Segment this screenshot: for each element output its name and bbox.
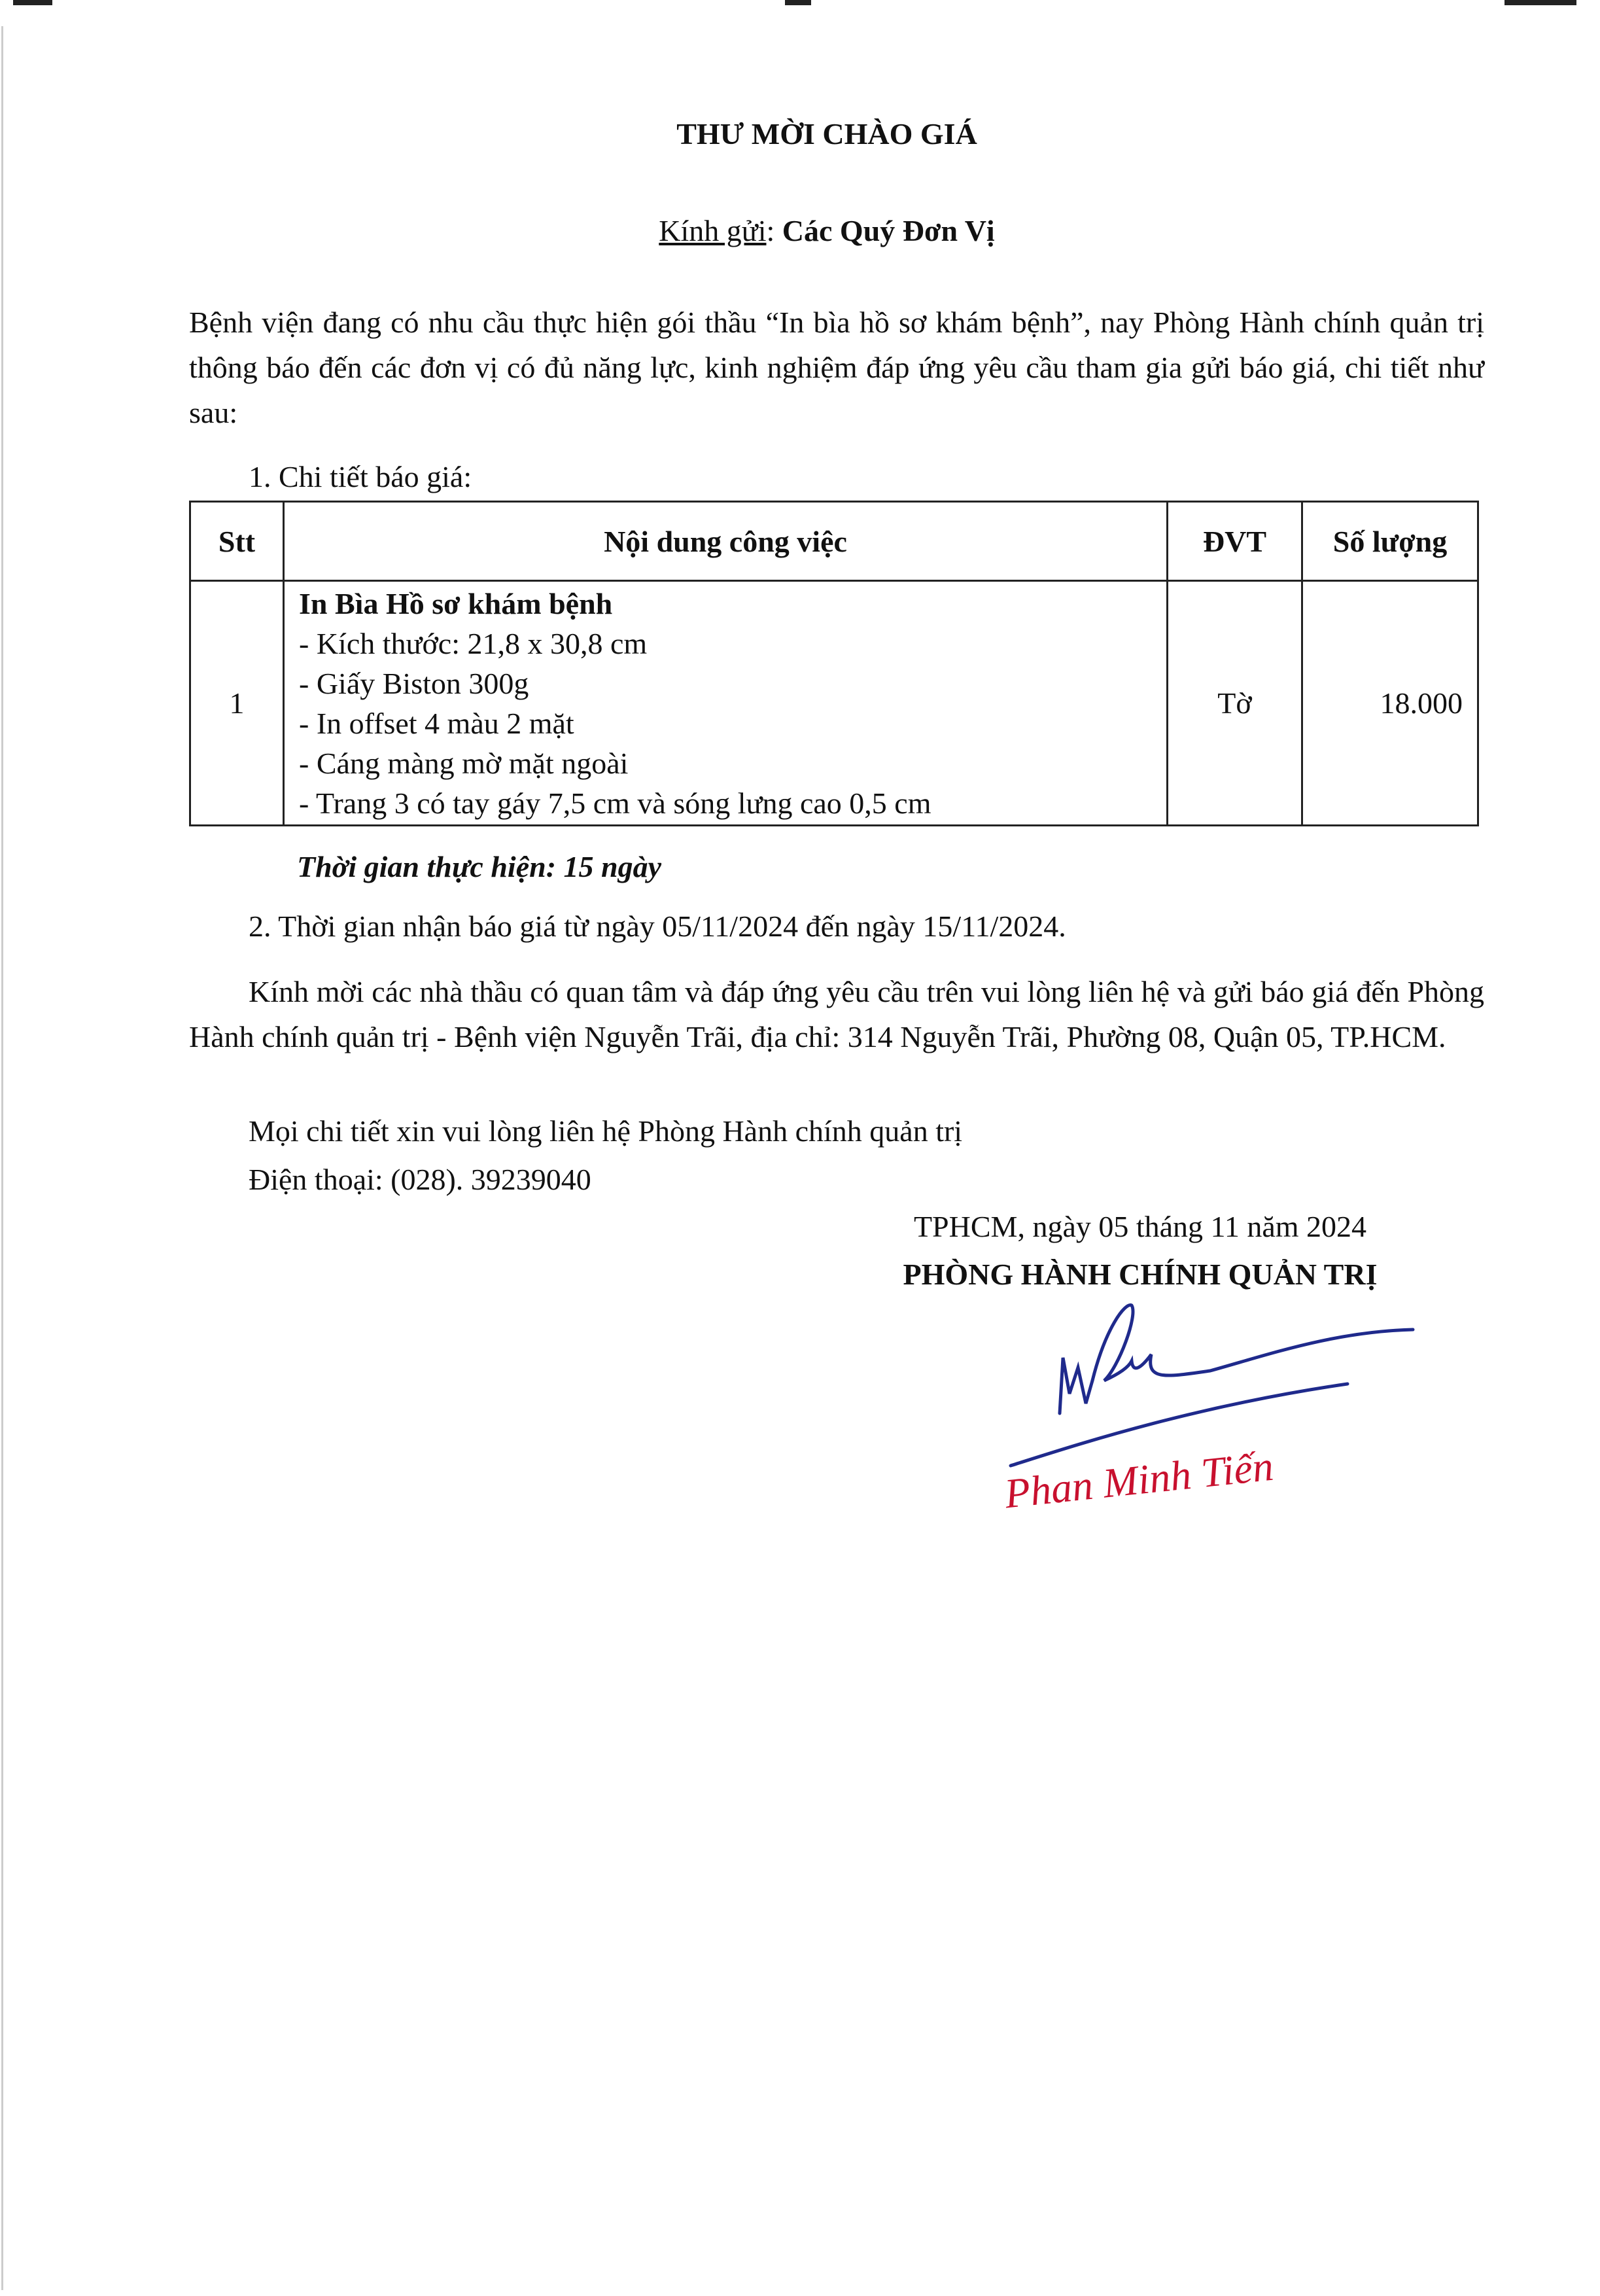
row-stt: 1 xyxy=(190,581,284,826)
header-stt: Stt xyxy=(190,502,284,581)
signature-department: PHÒNG HÀNH CHÍNH QUẢN TRỊ xyxy=(903,1258,1378,1291)
spec-line: - Trang 3 có tay gáy 7,5 cm và sóng lưng cao 0,5 cm xyxy=(299,786,931,820)
contact-line: Mọi chi tiết xin vui lòng liên hệ Phòng Hành chính quản trị xyxy=(249,1114,963,1148)
spec-line: - Cáng màng mờ mặt ngoài xyxy=(299,746,629,780)
header-quantity: Số lượng xyxy=(1302,502,1478,581)
quote-table xyxy=(189,501,1479,826)
scan-edge xyxy=(1,26,3,2290)
scan-mark xyxy=(13,0,52,5)
spec-line: - Giấy Biston 300g xyxy=(299,666,529,700)
scan-mark xyxy=(1504,0,1576,5)
row-unit: Tờ xyxy=(1168,581,1302,826)
spec-line: - In offset 4 màu 2 mặt xyxy=(299,706,574,740)
recipient-label: Kính gửi xyxy=(659,214,767,247)
table-row xyxy=(190,581,1478,826)
item-title: In Bìa Hồ sơ khám bệnh xyxy=(299,586,613,620)
recipient-line: Kính gửi: Các Quý Đơn Vị xyxy=(659,214,995,247)
row-description xyxy=(284,581,1168,826)
section-2: 2. Thời gian nhận báo giá từ ngày 05/11/2024 đến ngày 15/11/2024. xyxy=(249,910,1066,943)
document-title: THƯ MỜI CHÀO GIÁ xyxy=(676,117,977,150)
row-quantity: 18.000 xyxy=(1302,581,1478,826)
header-description: Nội dung công việc xyxy=(284,502,1168,581)
signatory-name: Phan Minh Tiến xyxy=(1002,1442,1276,1517)
intro-paragraph: Bệnh viện đang có nhu cầu thực hiện gói thầu “In bìa hồ sơ khám bệnh”, nay Phòng Hành chính quản trị thông báo đến các đơn vị có đủ năng lực, kinh nghiệm đáp ứng yêu cầu tham gia gửi báo giá, chi tiết như sau: xyxy=(189,306,1484,429)
duration: Thời gian thực hiện: 15 ngày xyxy=(297,850,662,883)
spec-line: - Kích thước: 21,8 x 30,8 cm xyxy=(299,626,648,660)
invitation-paragraph: Kính mời các nhà thầu có quan tâm và đáp ứng yêu cầu trên vui lòng liên hệ và gửi báo giá đến Phòng Hành chính quản trị - Bệnh viện Nguyễn Trãi, địa chỉ: 314 Nguyễn Trãi, Phường 08, Quận 05, TP.HCM. xyxy=(189,975,1484,1053)
recipient-value: Các Quý Đơn Vị xyxy=(782,214,995,247)
header-unit: ĐVT xyxy=(1168,502,1302,581)
section-1-heading: 1. Chi tiết báo giá: xyxy=(249,460,472,493)
scan-mark xyxy=(785,0,811,5)
handwritten-signature xyxy=(994,1289,1426,1472)
table-header-row xyxy=(190,502,1478,581)
signature-date: TPHCM, ngày 05 tháng 11 năm 2024 xyxy=(913,1210,1367,1243)
phone-line: Điện thoại: (028). 39239040 xyxy=(249,1163,591,1196)
